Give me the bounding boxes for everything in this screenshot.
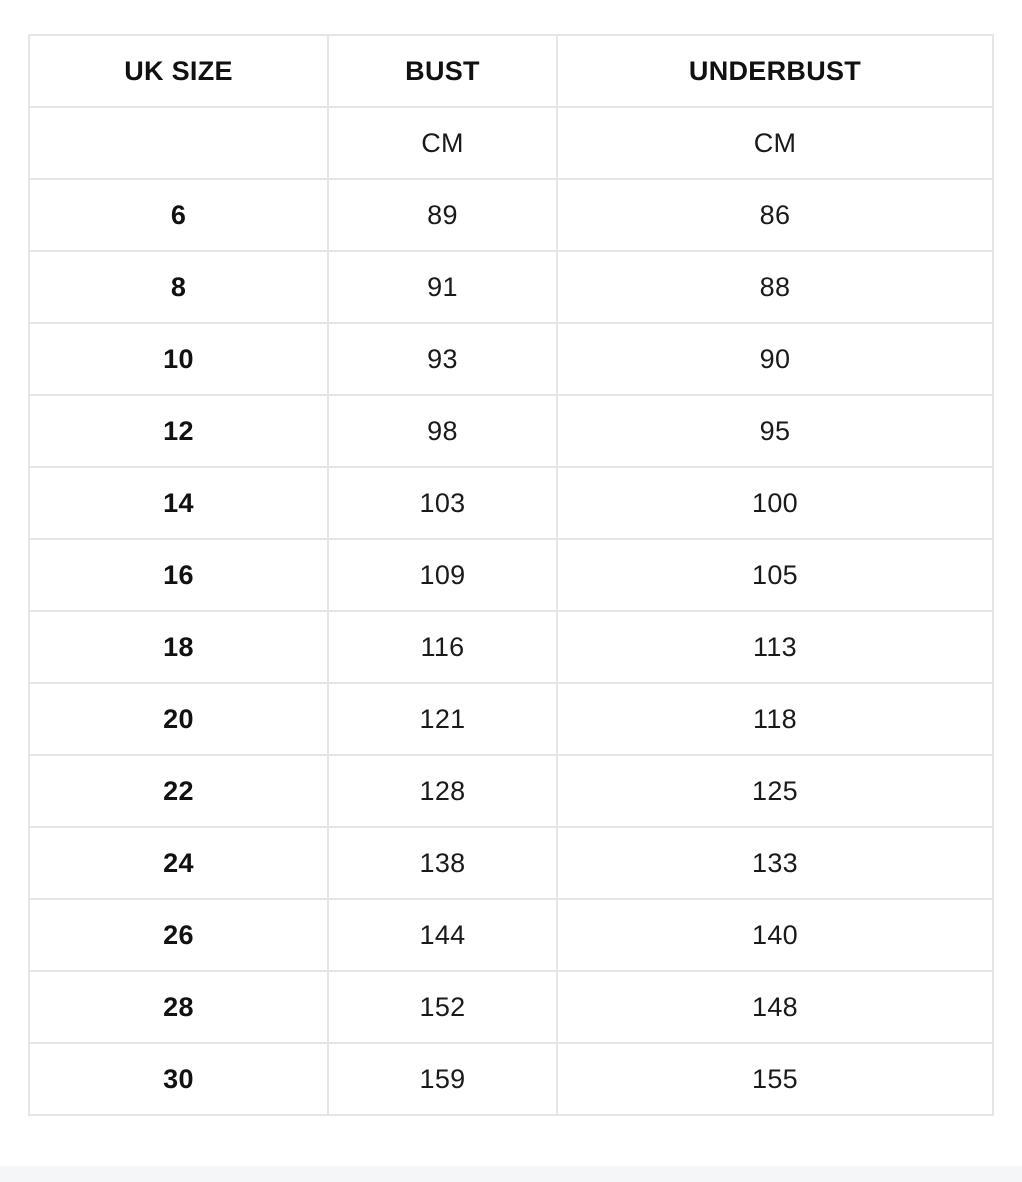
underbust-cell: 125 [557, 755, 993, 827]
bust-cell: 138 [328, 827, 557, 899]
table-row [29, 971, 993, 1043]
units-row [29, 107, 993, 179]
bust-cell: 128 [328, 755, 557, 827]
bust-cell: 91 [328, 251, 557, 323]
header-underbust: UNDERBUST [557, 35, 993, 107]
bust-cell: 152 [328, 971, 557, 1043]
unit-underbust: CM [557, 107, 993, 179]
bust-cell: 144 [328, 899, 557, 971]
size-chart [28, 34, 992, 1116]
size-cell: 24 [29, 827, 328, 899]
bust-cell: 89 [328, 179, 557, 251]
table-row [29, 683, 993, 755]
header-uk-size: UK SIZE [29, 35, 328, 107]
underbust-cell: 118 [557, 683, 993, 755]
table-row [29, 323, 993, 395]
underbust-cell: 105 [557, 539, 993, 611]
table-row [29, 179, 993, 251]
size-cell: 10 [29, 323, 328, 395]
table-row [29, 395, 993, 467]
table-row [29, 827, 993, 899]
underbust-cell: 133 [557, 827, 993, 899]
underbust-cell: 140 [557, 899, 993, 971]
underbust-cell: 90 [557, 323, 993, 395]
header-row [29, 35, 993, 107]
unit-uk-size [29, 107, 328, 179]
size-cell: 8 [29, 251, 328, 323]
table-row [29, 467, 993, 539]
bust-cell: 116 [328, 611, 557, 683]
size-table [28, 34, 994, 1116]
size-cell: 16 [29, 539, 328, 611]
table-row [29, 899, 993, 971]
size-cell: 30 [29, 1043, 328, 1115]
bust-cell: 159 [328, 1043, 557, 1115]
underbust-cell: 113 [557, 611, 993, 683]
bust-cell: 93 [328, 323, 557, 395]
table-row [29, 611, 993, 683]
size-cell: 26 [29, 899, 328, 971]
table-row [29, 251, 993, 323]
size-cell: 20 [29, 683, 328, 755]
footer-strip [0, 1166, 1022, 1182]
bust-cell: 98 [328, 395, 557, 467]
size-cell: 22 [29, 755, 328, 827]
bust-cell: 103 [328, 467, 557, 539]
unit-bust: CM [328, 107, 557, 179]
table-row [29, 1043, 993, 1115]
underbust-cell: 155 [557, 1043, 993, 1115]
size-cell: 18 [29, 611, 328, 683]
header-bust: BUST [328, 35, 557, 107]
underbust-cell: 86 [557, 179, 993, 251]
underbust-cell: 100 [557, 467, 993, 539]
size-cell: 14 [29, 467, 328, 539]
underbust-cell: 88 [557, 251, 993, 323]
bust-cell: 121 [328, 683, 557, 755]
bust-cell: 109 [328, 539, 557, 611]
underbust-cell: 148 [557, 971, 993, 1043]
size-cell: 28 [29, 971, 328, 1043]
size-cell: 6 [29, 179, 328, 251]
underbust-cell: 95 [557, 395, 993, 467]
table-row [29, 539, 993, 611]
table-row [29, 755, 993, 827]
size-cell: 12 [29, 395, 328, 467]
